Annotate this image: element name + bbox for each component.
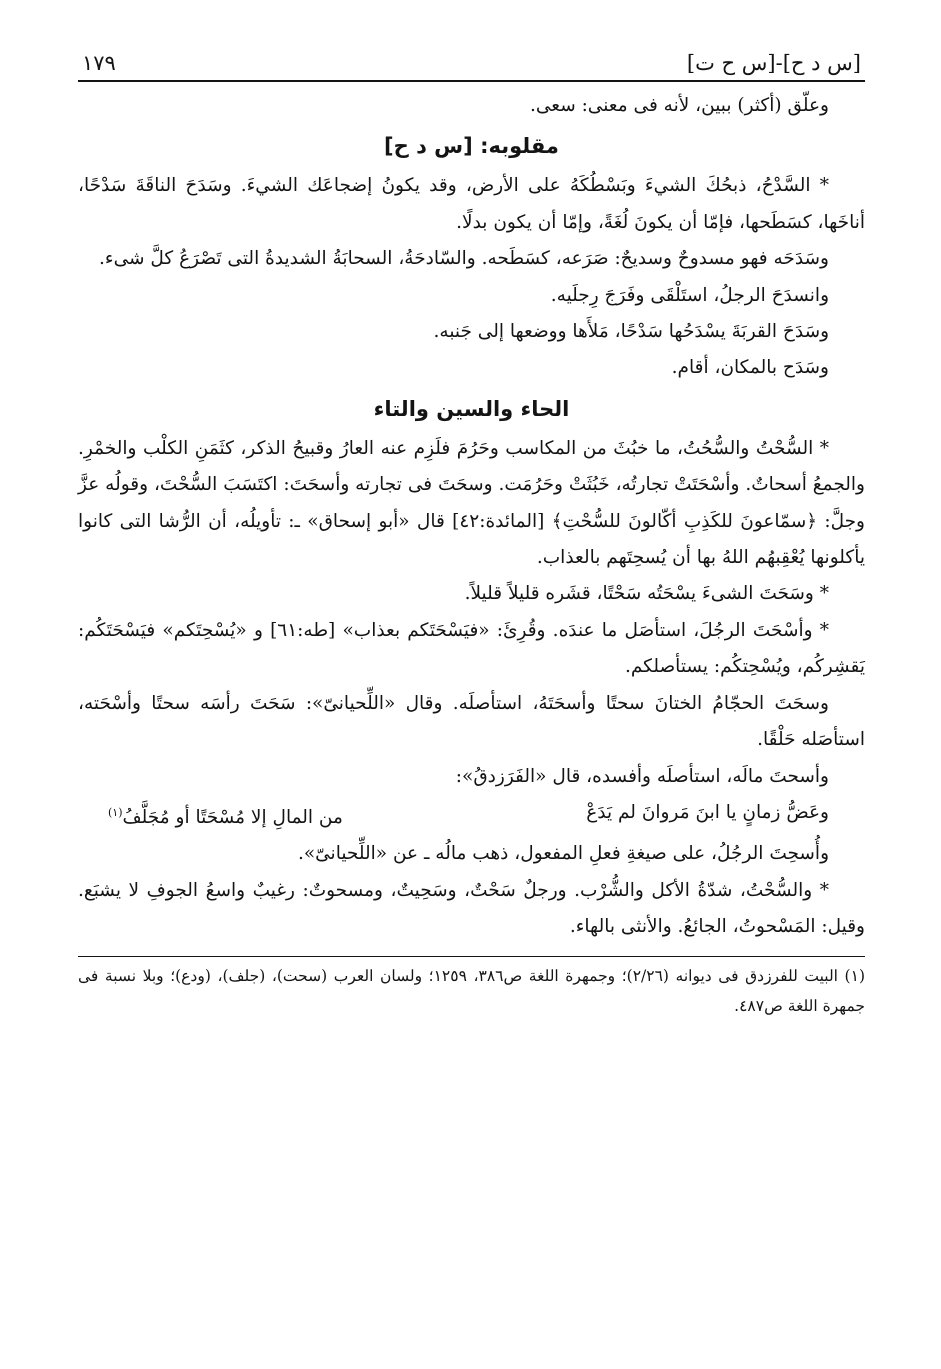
- footnote-reference: (١): [108, 805, 123, 819]
- paragraph: وسحَتَ الحجّامُ الختانَ سحتًا وأسحَتَهُ، استأصلَه. وقال «اللِّحيانىّ»: سَحَتَ رأسَه سحتًا وأسْحَته، استأصَله حَلْقًا.: [78, 692, 865, 751]
- header-rule: [78, 80, 865, 82]
- footnote-rule: [78, 956, 865, 957]
- paragraph: وسَدَح بالمكان، أقام.: [671, 357, 829, 379]
- section-title-sdh: مقلوبه: [س د ح]: [384, 134, 559, 159]
- footnote: (١) البيت للفرزدق فى ديوانه (٢/٢٦)؛ وجمهرة اللغة ص٣٨٦، ١٢٥٩؛ ولسان العرب (سحت)، (جلف)، (ودع)؛ وبلا نسبة فى جمهرة اللغة ص٤٨٧.: [78, 966, 865, 1015]
- paragraph: * السَّدْحُ، ذبحُكَ الشيءَ وبَسْطُكَهُ على الأرض، وقد يكونُ إضجاعَك الشيءَ. وسَدَحَ الناقَةَ سَدْحًا، أناخَها، كسَطَحها، فإمّا أن يكونَ لُغَةً، وإمّا أن يكون بدلًا.: [78, 175, 865, 233]
- main-text: [78, 88, 865, 946]
- poetry-verse: [78, 795, 865, 837]
- running-head-roots: [س د ح]-[س ح ت]: [686, 51, 861, 75]
- intro-paragraph: وعلّق (أكثر) ببين، لأنه فى معنى: سعى.: [529, 95, 829, 116]
- paragraph: وأُسحِتَ الرجُلُ، على صيغةِ فعلِ المفعول، ذهب مالُه ـ عن «اللِّحيانىّ».: [297, 843, 829, 865]
- paragraph: * وأسْحَتَ الرجُلَ، استأصَل ما عندَه. وقُرِئَ: «فيَسْحَتَكم بعذاب» [طه:٦١] و «يُسْحِتَكم» فيَسْحَتَكُم: يَقشِركُم، ويُسْحِتكُم: يستأصلكم.: [78, 619, 865, 678]
- paragraph: وسَدَحَه فهو مسدوحٌ وسديحٌ: صَرَعه، كسَطَحه. والسّادحَةُ، السحابَةُ الشديدةُ التى تَصْرَعُ كلَّ شىء.: [99, 248, 829, 270]
- section-title-hst: الحاء والسين والتاء: [373, 396, 570, 421]
- paragraph: وسَدَحَ القربَةَ يسْدَحُها سَدْحًا، مَلأَها ووضعها إلى جَنبه.: [433, 321, 829, 343]
- paragraph: * والسُّحْتُ، شدّةُ الأكل والشُّرْب. ورجلٌ سَحْتٌ، وسَحِيتٌ، ومسحوتٌ: رغيبٌ واسعُ الجوفِ لا يشبَع. وقيل: المَسْحوتُ، الجائعُ. والأنثى بالهاء.: [78, 879, 865, 938]
- verse-second-hemistich: [108, 795, 343, 837]
- verse-first-hemistich: وعَضُّ زمانٍ يا ابنَ مَروانَ لم يَدَعْ: [586, 801, 829, 823]
- page-number: ١٧٩: [82, 51, 116, 75]
- page-header: [78, 48, 865, 80]
- paragraph: وانسدَحَ الرجلُ، استَلْقَى وفَرَجَ رِجلَيه.: [550, 284, 829, 306]
- paragraph: * السُّحْتُ والسُّحُتُ، ما خبُثَ من المكاسب وحَرُمَ فلَزِم عنه العارُ وقبيحُ الذكر، كثَمَنِ الكلْب والخمْرِ. والجمعُ أسحاتٌ. وأسْحَتَتْ تجارتُه، خَبُثَتْ وحَرُمَت. وسحَتَ فى تجارته وأسحَتَ: اكتَسَبَ السُّحْتَ، وقولُه عزَّ وجلَّ: ﴿سمّاعونَ للكَذِبِ أكّالونَ للسُّحْتِ﴾ [المائدة:٤٢] قال «أبو إسحاق» ـ: تأويلُه، أن الرُّشا التى كانوا يأكلونها يُعْقِبهُم اللهُ بها أن يُسحِتَهم بالعذاب.: [78, 437, 865, 569]
- verse-second-text: من المالِ إلا مُسْحَتًا أو مُجَلَّفُ: [122, 807, 343, 829]
- footnotes: [78, 961, 865, 1021]
- paragraph: * وسَحَتَ الشىءَ يسْحَتُه سَحْتًا، قشَره قليلاً قليلاً.: [464, 583, 829, 605]
- paragraph: وأسحتَ مالَه، استأصلَه وأفسده، قال «الفَرَزدقُ»:: [455, 765, 829, 787]
